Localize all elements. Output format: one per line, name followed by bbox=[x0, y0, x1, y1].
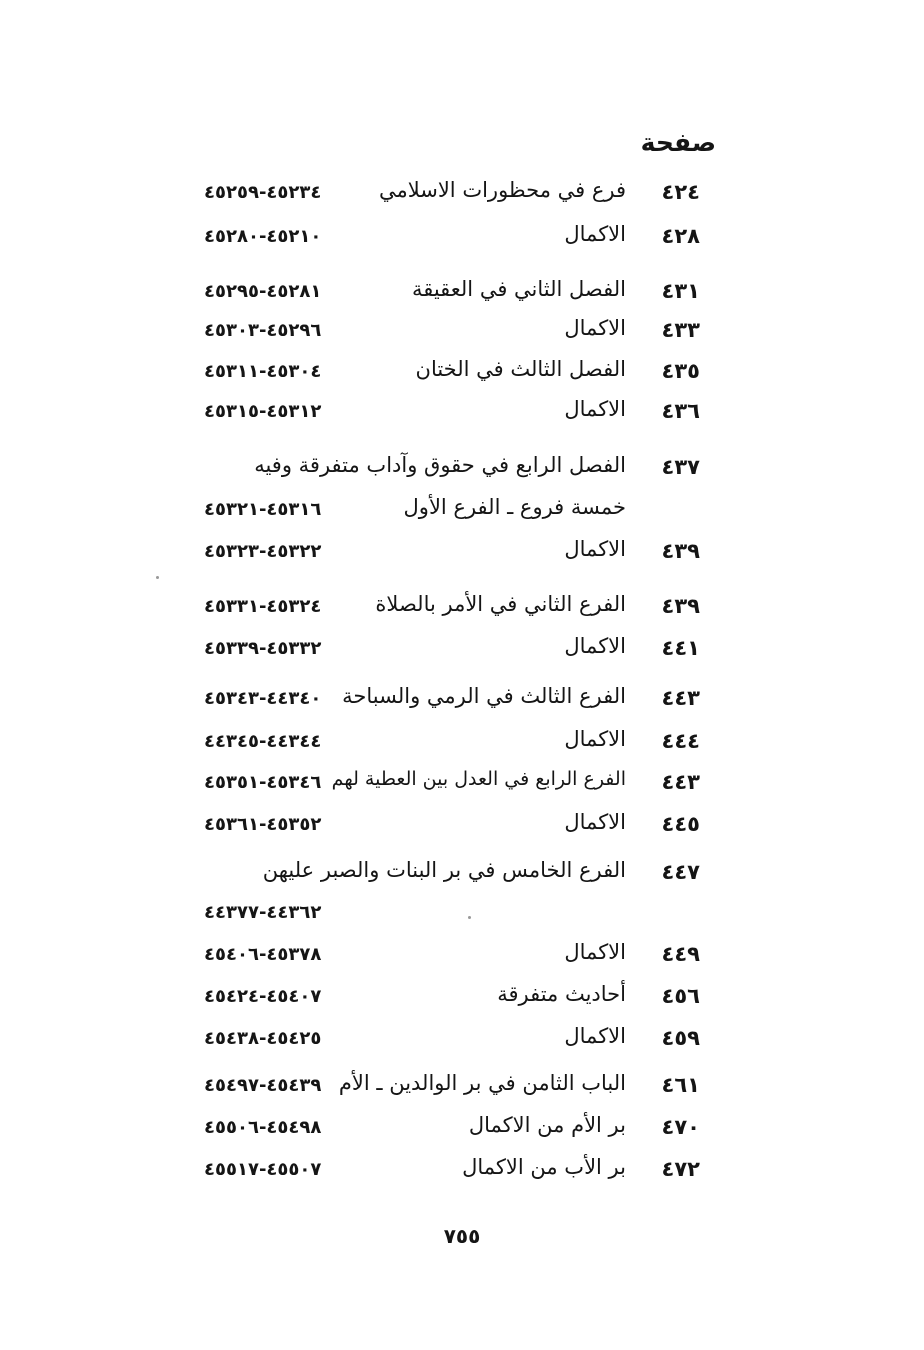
toc-title: أحاديث متفرقة bbox=[497, 982, 626, 1006]
toc-title: بر الأم من الاكمال bbox=[468, 1113, 626, 1137]
toc-title: الفرع الرابع في العدل بين العطية لهم bbox=[331, 768, 626, 790]
toc-hadith-range: ٤٥٣٥٢-٤٥٣٦١ bbox=[204, 814, 322, 835]
toc-hadith-range: ٤٥٤٣٩-٤٥٤٩٧ bbox=[204, 1075, 322, 1096]
toc-hadith-range: ٤٥٣٢٢-٤٥٣٢٣ bbox=[204, 541, 322, 562]
toc-hadith-range: ٤٥٢٣٤-٤٥٢٥٩ bbox=[204, 182, 322, 203]
toc-hadith-range: ٤٥٣٧٨-٤٥٤٠٦ bbox=[204, 944, 322, 965]
toc-hadith-range: ٤٥٣١٦-٤٥٣٢١ bbox=[204, 499, 322, 520]
toc-row bbox=[0, 1073, 924, 1107]
toc-title: الاكمال bbox=[564, 537, 626, 561]
page-number-footer: ٧٥٥ bbox=[443, 1224, 481, 1248]
print-speck bbox=[156, 576, 159, 579]
toc-title: الفرع الثاني في الأمر بالصلاة bbox=[375, 592, 626, 616]
toc-page-number: ٤٣٦ bbox=[661, 399, 700, 423]
toc-page-number: ٤٧٢ bbox=[661, 1157, 700, 1181]
toc-row bbox=[0, 942, 924, 976]
toc-hadith-range: ٤٥٢١٠-٤٥٢٨٠ bbox=[204, 226, 322, 247]
toc-row bbox=[0, 180, 924, 214]
toc-hadith-range: ٤٥٥٠٧-٤٥٥١٧ bbox=[204, 1159, 322, 1180]
toc-row bbox=[0, 860, 924, 894]
toc-row bbox=[0, 279, 924, 313]
toc-row bbox=[0, 812, 924, 846]
toc-title: الاكمال bbox=[564, 727, 626, 751]
toc-hadith-range: ٤٤٣٦٢-٤٤٣٧٧ bbox=[204, 902, 322, 923]
toc-hadith-range: ٤٥٣٠٤-٤٥٣١١ bbox=[204, 361, 322, 382]
toc-page-number: ٤٣٧ bbox=[661, 455, 700, 479]
toc-title: الاكمال bbox=[564, 1024, 626, 1048]
toc-page-number: ٤٤٤ bbox=[661, 729, 700, 753]
toc-title: الفصل الرابع في حقوق وآداب متفرقة وفيه bbox=[254, 453, 626, 477]
toc-hadith-range: ٤٥٣٣٢-٤٥٣٣٩ bbox=[204, 638, 322, 659]
toc-row bbox=[0, 539, 924, 573]
toc-page-number: ٤٣٥ bbox=[661, 359, 700, 383]
toc-page-number: ٤٢٨ bbox=[661, 224, 700, 248]
toc-row bbox=[0, 984, 924, 1018]
toc-page-number: ٤٦١ bbox=[661, 1073, 700, 1097]
toc-row bbox=[0, 1157, 924, 1191]
toc-title: الباب الثامن في بر الوالدين ـ الأم bbox=[338, 1071, 626, 1095]
toc-title: بر الأب من الاكمال bbox=[462, 1155, 626, 1179]
toc-row bbox=[0, 359, 924, 393]
toc-row bbox=[0, 636, 924, 670]
toc-hadith-range: ٤٤٣٤٠-٤٥٣٤٣ bbox=[204, 688, 322, 709]
toc-page-number: ٤٤٣ bbox=[661, 770, 700, 794]
toc-page-number: ٤٤١ bbox=[661, 636, 700, 660]
print-speck bbox=[468, 916, 471, 919]
toc-hadith-range: ٤٥٤٩٨-٤٥٥٠٦ bbox=[204, 1117, 322, 1138]
toc-row bbox=[0, 318, 924, 352]
toc-row bbox=[0, 455, 924, 489]
toc-title: الفرع الخامس في بر البنات والصبر عليهن bbox=[262, 858, 626, 882]
toc-title: الفصل الثاني في العقيقة bbox=[411, 277, 626, 301]
toc-row bbox=[0, 1115, 924, 1149]
toc-hadith-range: ٤٤٣٤٤-٤٤٣٤٥ bbox=[204, 731, 322, 752]
toc-page-number: ٤٣١ bbox=[661, 279, 700, 303]
toc-page-number: ٤٥٩ bbox=[661, 1026, 700, 1050]
toc-hadith-range: ٤٥٣١٢-٤٥٣١٥ bbox=[204, 401, 322, 422]
toc-row bbox=[0, 770, 924, 804]
toc-row bbox=[0, 399, 924, 433]
toc-row bbox=[0, 900, 924, 934]
toc-row bbox=[0, 224, 924, 258]
toc-row bbox=[0, 1026, 924, 1060]
toc-page-number: ٤٣٩ bbox=[661, 539, 700, 563]
toc-row bbox=[0, 497, 924, 531]
toc-hadith-range: ٤٥٢٩٦-٤٥٣٠٣ bbox=[204, 320, 322, 341]
toc-hadith-range: ٤٥٢٨١-٤٥٢٩٥ bbox=[204, 281, 322, 302]
toc-hadith-range: ٤٥٣٤٦-٤٥٣٥١ bbox=[204, 772, 322, 793]
toc-title: الفرع الثالث في الرمي والسباحة bbox=[342, 684, 626, 708]
toc-title: الاكمال bbox=[564, 634, 626, 658]
toc-page-number: ٤٣٣ bbox=[661, 318, 700, 342]
toc-page-number: ٤٥٦ bbox=[661, 984, 700, 1008]
toc-page-number: ٤٢٤ bbox=[661, 180, 700, 204]
toc-title: الاكمال bbox=[564, 940, 626, 964]
toc-row bbox=[0, 594, 924, 628]
toc-row bbox=[0, 729, 924, 763]
column-header-page: صفحة bbox=[640, 128, 716, 157]
toc-title: خمسة فروع ـ الفرع الأول bbox=[403, 495, 626, 519]
toc-title: الفصل الثالث في الختان bbox=[415, 357, 626, 381]
toc-title: الاكمال bbox=[564, 810, 626, 834]
toc-title: الاكمال bbox=[564, 397, 626, 421]
toc-page-number: ٤٤٩ bbox=[661, 942, 700, 966]
toc-row bbox=[0, 686, 924, 720]
toc-page-number: ٤٤٥ bbox=[661, 812, 700, 836]
toc-hadith-range: ٤٥٣٢٤-٤٥٣٣١ bbox=[204, 596, 322, 617]
toc-hadith-range: ٤٥٤٠٧-٤٥٤٢٤ bbox=[204, 986, 322, 1007]
toc-title: الاكمال bbox=[564, 316, 626, 340]
toc-title: الاكمال bbox=[564, 222, 626, 246]
toc-page-number: ٤٧٠ bbox=[661, 1115, 700, 1139]
toc-page-number: ٤٤٧ bbox=[661, 860, 700, 884]
toc-hadith-range: ٤٥٤٢٥-٤٥٤٣٨ bbox=[204, 1028, 322, 1049]
toc-title: فرع في محظورات الاسلامي bbox=[378, 178, 626, 202]
toc-page-number: ٤٤٣ bbox=[661, 686, 700, 710]
toc-page-number: ٤٣٩ bbox=[661, 594, 700, 618]
